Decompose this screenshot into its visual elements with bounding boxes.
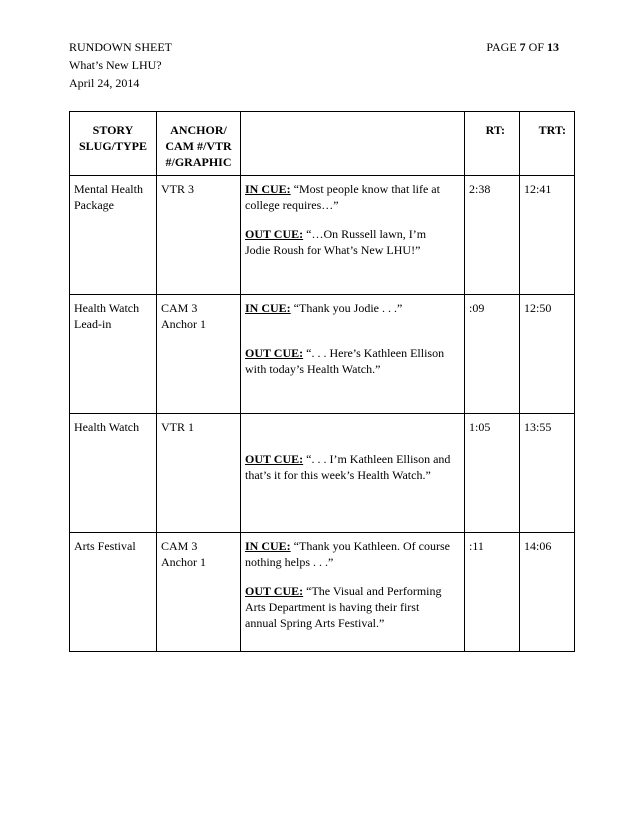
out-cue (245, 345, 460, 393)
out-cue-text: that’s it for this week’s Health Watch.” (245, 468, 431, 482)
out-cue-text: “. . . Here’s Kathleen Ellison (306, 346, 445, 360)
table-row (70, 414, 575, 533)
out-cue (245, 583, 460, 631)
trt-cell: 12:41 (520, 176, 575, 295)
table-row (70, 295, 575, 414)
anchor-line (161, 197, 236, 213)
column-header-rt: RT: (465, 112, 520, 176)
slug-line: Package (74, 198, 114, 212)
rt-cell: :11 (465, 533, 520, 652)
in-cue-text: “Most people know that life at (293, 182, 440, 196)
rt-cell: 2:38 (465, 176, 520, 295)
out-cue (245, 451, 460, 499)
table-row (70, 176, 575, 295)
out-cue-text (245, 483, 460, 499)
anchor-line: Anchor 1 (161, 555, 206, 569)
in-cue-label: IN CUE: (245, 539, 291, 553)
out-cue-text (245, 258, 460, 274)
column-header-anchor-line: CAM #/VTR (165, 139, 232, 153)
slug-cell (70, 295, 157, 414)
out-cue-label: OUT CUE: (245, 346, 304, 360)
trt-cell: 12:50 (520, 295, 575, 414)
document-header (69, 38, 559, 92)
slug-line: Arts Festival (74, 539, 136, 553)
out-cue (245, 226, 460, 274)
show-name: What’s New LHU? (69, 58, 162, 72)
slug-line (74, 554, 152, 570)
rundown-table (69, 111, 575, 652)
in-cue (245, 300, 460, 332)
anchor-cell (157, 295, 241, 414)
cues-cell (241, 414, 465, 533)
cues-cell (241, 533, 465, 652)
out-cue-label: OUT CUE: (245, 584, 304, 598)
column-header-anchor-line: ANCHOR/ (170, 123, 227, 137)
cues-cell (241, 295, 465, 414)
anchor-line: CAM 3 (161, 539, 198, 553)
out-cue-text: annual Spring Arts Festival.” (245, 616, 385, 630)
column-header-anchor (157, 112, 241, 176)
page-indicator (486, 38, 559, 56)
anchor-line: VTR 3 (161, 182, 194, 196)
in-cue-text: “Thank you Kathleen. Of course (293, 539, 450, 553)
in-cue-text: college requires…” (245, 198, 339, 212)
table-header-row (70, 112, 575, 176)
document-title: RUNDOWN SHEET (69, 40, 172, 54)
anchor-cell (157, 414, 241, 533)
trt-cell: 13:55 (520, 414, 575, 533)
out-cue-text: “The Visual and Performing (306, 584, 442, 598)
anchor-line (161, 435, 236, 451)
in-cue-text: nothing helps . . .” (245, 555, 334, 569)
anchor-cell (157, 176, 241, 295)
slug-line (74, 435, 152, 451)
slug-line: Lead-in (74, 317, 112, 331)
in-cue-text (245, 316, 460, 332)
slug-line: Health Watch (74, 301, 140, 315)
slug-line: Mental Health (74, 182, 143, 196)
out-cue-label: OUT CUE: (245, 452, 304, 466)
out-cue-text: Arts Department is having their first (245, 600, 420, 614)
column-header-anchor-line: #/GRAPHIC (165, 155, 232, 169)
show-date: April 24, 2014 (69, 76, 140, 90)
page-of-label: OF (528, 40, 544, 54)
column-header-slug-line: SLUG/TYPE (78, 139, 147, 153)
in-cue (245, 538, 460, 570)
slug-line: Health Watch (74, 420, 140, 434)
in-cue-text: “Thank you Jodie . . .” (293, 301, 403, 315)
slug-cell (70, 533, 157, 652)
anchor-cell (157, 533, 241, 652)
in-cue-label: IN CUE: (245, 301, 291, 315)
rt-cell: 1:05 (465, 414, 520, 533)
column-header-trt: TRT: (520, 112, 575, 176)
out-cue-text (245, 377, 460, 393)
anchor-line: VTR 1 (161, 420, 194, 434)
out-cue-text: “…On Russell lawn, I’m (306, 227, 427, 241)
out-cue-text: “. . . I’m Kathleen Ellison and (306, 452, 451, 466)
in-cue-label: IN CUE: (245, 182, 291, 196)
in-cue (245, 181, 460, 213)
table-row (70, 533, 575, 652)
out-cue-text: Jodie Roush for What’s New LHU!” (245, 243, 421, 257)
cues-cell (241, 176, 465, 295)
column-header-cues (241, 112, 465, 176)
page-current: 7 (519, 40, 526, 54)
out-cue-text: with today’s Health Watch.” (245, 362, 381, 376)
anchor-line: CAM 3 (161, 301, 198, 315)
out-cue-label: OUT CUE: (245, 227, 304, 241)
trt-cell: 14:06 (520, 533, 575, 652)
in-cue-text (245, 435, 460, 451)
column-header-slug (70, 112, 157, 176)
column-header-slug-line: STORY (92, 123, 134, 137)
page-label: PAGE (486, 40, 517, 54)
rt-cell: :09 (465, 295, 520, 414)
anchor-line: Anchor 1 (161, 317, 206, 331)
slug-cell (70, 414, 157, 533)
in-cue (245, 419, 460, 451)
slug-cell (70, 176, 157, 295)
page-total: 13 (547, 40, 559, 54)
